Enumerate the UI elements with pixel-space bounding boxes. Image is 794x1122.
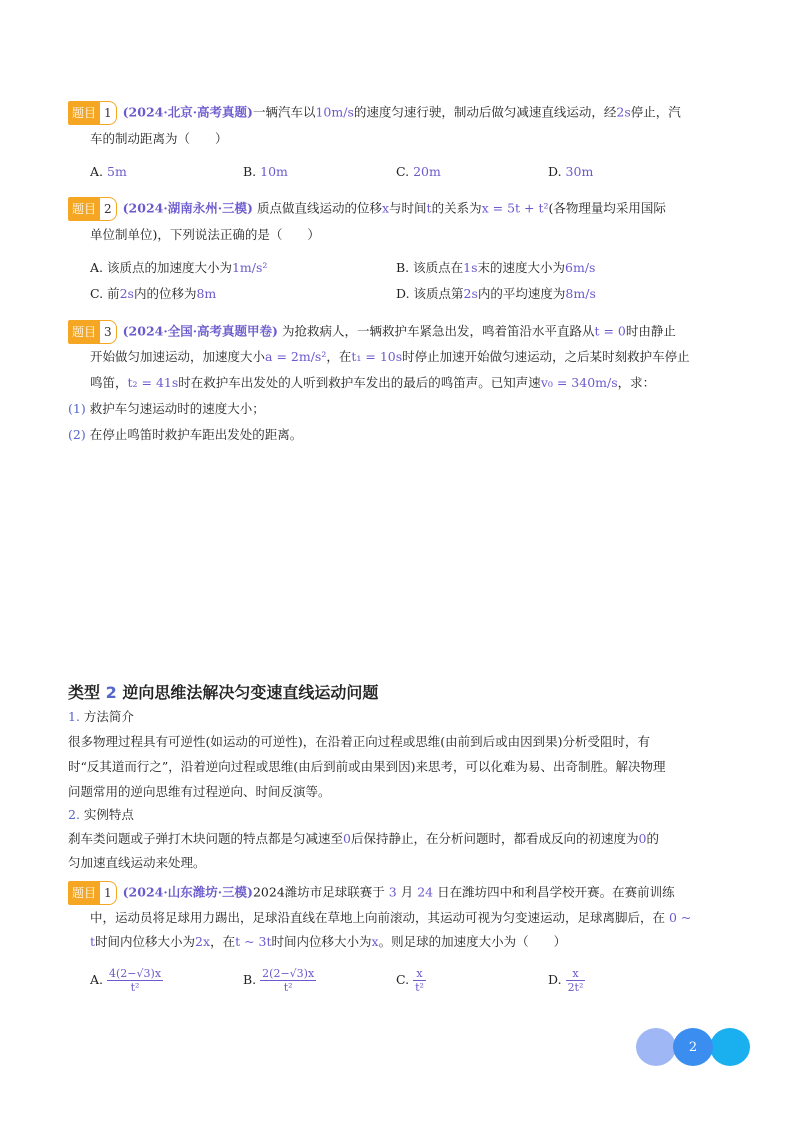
- q4-option-c: [396, 967, 426, 994]
- paragraph-line: 匀加速直线运动来处理。: [68, 855, 206, 870]
- text: (各物理量均采用国际: [548, 200, 666, 216]
- text: 时由静止: [625, 323, 676, 339]
- math: t ~ 3t: [235, 934, 272, 949]
- option-label: A. 该质点的加速度大小为: [90, 260, 232, 275]
- denominator: 2t²: [567, 981, 584, 994]
- text: 日在潍坊四中和利昌学校开赛。在赛前训练: [437, 884, 675, 900]
- question-source: (2024·北京·高考真题): [122, 104, 253, 120]
- text: 时停止加速开始做匀速运动，之后某时刻救护车停止: [402, 349, 690, 364]
- text: 的: [646, 831, 659, 846]
- text: 救护车匀速运动时的速度大小；: [89, 401, 265, 416]
- q3-sub2: [68, 424, 302, 446]
- math: 10m/s: [315, 104, 354, 120]
- text: 刹车类问题或子弹打木块问题的特点都是匀减速至: [68, 831, 344, 846]
- denominator: t²: [130, 981, 140, 994]
- text: ，求：: [617, 375, 656, 390]
- q3-line3: [90, 372, 655, 394]
- text: 一辆汽车以: [252, 104, 316, 120]
- math: v₀ = 340m/s: [540, 375, 618, 390]
- text: 实例特点: [83, 807, 134, 822]
- q1-option-a: [90, 161, 127, 183]
- question-tag: 题目: [68, 197, 100, 221]
- option-label: B. 该质点在: [396, 260, 464, 275]
- q3-sub1: [68, 398, 265, 420]
- text: 潍坊市足球联赛于: [284, 884, 385, 900]
- text: 与时间: [389, 200, 427, 216]
- option-value: 30m: [565, 164, 594, 179]
- option-label: D.: [548, 164, 562, 179]
- q1-line1: [68, 101, 681, 125]
- fraction: [107, 967, 163, 994]
- question-number: 1: [100, 881, 117, 905]
- text: ，在: [326, 349, 352, 364]
- math: x: [381, 200, 390, 216]
- math: x: [371, 934, 379, 949]
- text: 内的位移为: [133, 286, 197, 301]
- option-value: 1m/s²: [231, 260, 268, 275]
- text: 时间内位移大小为: [271, 934, 372, 949]
- q1-option-c: [396, 161, 441, 183]
- option-label: B.: [243, 972, 257, 987]
- denominator: t²: [283, 981, 293, 994]
- text: 类型: [68, 683, 101, 702]
- section-title: [68, 680, 378, 703]
- option-label: C. 前: [90, 286, 120, 301]
- math: 2x: [195, 934, 211, 949]
- q4-line2: [90, 907, 691, 929]
- q3-line2: [90, 346, 690, 368]
- option-label: D.: [548, 972, 562, 987]
- text: 质点做直线运动的位移: [256, 200, 382, 216]
- math: 2s: [119, 286, 134, 301]
- text: 方法简介: [83, 709, 134, 724]
- q4-option-d: [548, 967, 585, 994]
- math: 3: [388, 884, 397, 900]
- math: t: [90, 934, 96, 949]
- q4-option-b: [243, 967, 316, 994]
- question-tag: 题目: [68, 101, 100, 125]
- option-value: 6m/s: [565, 260, 596, 275]
- q4-option-a: [90, 967, 163, 994]
- option-label: C.: [396, 164, 410, 179]
- math: 0: [638, 831, 647, 846]
- text: 2024: [252, 884, 285, 900]
- q1-option-b: [243, 161, 288, 183]
- fraction: [413, 967, 426, 994]
- text: 鸣笛，: [90, 375, 128, 390]
- option-label: A.: [90, 164, 104, 179]
- math: 2s: [463, 286, 478, 301]
- option-label: A.: [90, 972, 104, 987]
- question-number: 2: [100, 197, 117, 221]
- option-value: 20m: [413, 164, 441, 179]
- section-number: 2: [105, 683, 117, 702]
- math: t: [426, 200, 432, 216]
- q2-option-c: [90, 283, 216, 305]
- page-number: 2: [673, 1028, 713, 1066]
- numerator: 2(2−√3)x: [262, 967, 315, 980]
- q4-line3: [90, 931, 566, 953]
- option-label: B.: [243, 164, 257, 179]
- text: 时间内位移大小为: [95, 934, 196, 949]
- page-decoration-left: [636, 1028, 676, 1066]
- question-number: 1: [100, 101, 117, 125]
- numerator: x: [413, 967, 426, 981]
- option-value: 8m/s: [565, 286, 596, 301]
- math: 24: [417, 884, 434, 900]
- text: 后保持静止，在分析问题时，都看成反向的初速度为: [350, 831, 639, 846]
- question-tag: 题目: [68, 881, 100, 905]
- question-source: (2024·湖南永州·三模): [122, 200, 253, 216]
- q2-option-d: [396, 283, 596, 305]
- paragraph-line: 时“反其道而行之”，沿着逆向过程或思维(由后到前或由果到因)来思考，可以化难为易、出奇制胜。解决物理: [68, 759, 666, 774]
- q2-option-b: [396, 257, 595, 279]
- heading-number: 1.: [68, 709, 80, 724]
- text: 中，运动员将足球用力踢出，足球沿直线在草地上向前滚动，其运动可视为匀变速运动，足球离脚后，在: [90, 910, 666, 925]
- text: 为抢救病人，一辆救护车紧急出发，鸣着笛沿水平直路从: [281, 323, 595, 339]
- question-source: (2024·全国·高考真题甲卷): [122, 323, 278, 339]
- math: t₁ = 10s: [351, 349, 403, 364]
- option-value: 8m: [196, 286, 217, 301]
- paragraph-line: 很多物理过程具有可逆性(如运动的可逆性)，在沿着正向过程或思维(由前到后或由因到果)分析受阻时，有: [68, 734, 651, 749]
- fraction: [260, 967, 316, 994]
- math: 0 ~: [669, 910, 692, 925]
- text: 月: [400, 884, 414, 900]
- method-heading: [68, 706, 134, 728]
- question-tag: 题目: [68, 320, 100, 344]
- text: 的关系为: [431, 200, 482, 216]
- sub-number: (1): [68, 401, 86, 416]
- math: 1s: [463, 260, 478, 275]
- text: 逆向思维法解决匀变速直线运动问题: [122, 683, 379, 702]
- text: 停止，汽: [630, 104, 681, 120]
- numerator: x: [566, 967, 586, 981]
- math: 0: [343, 831, 351, 846]
- paragraph-line: 问题常用的逆向思维有过程逆向、时间反演等。: [68, 784, 331, 799]
- q2-option-a: [90, 257, 267, 279]
- q2-line2: 单位制单位)，下列说法正确的是（ ）: [90, 227, 320, 242]
- numerator: 4(2−√3)x: [109, 967, 162, 980]
- q2-line1: [68, 197, 666, 221]
- option-label: C.: [396, 972, 410, 987]
- denominator: t²: [415, 981, 424, 994]
- text: 的速度匀速行驶，制动后做匀减速直线运动，经: [353, 104, 617, 120]
- text: 在停止鸣笛时救护车距出发处的距离。: [89, 427, 303, 442]
- question-source: (2024·山东潍坊·三模): [122, 884, 253, 900]
- math: 2s: [616, 104, 631, 120]
- math: x = 5t + t²: [481, 200, 549, 216]
- q1-option-d: [548, 161, 593, 183]
- sub-number: (2): [68, 427, 86, 442]
- text: 时在救护车出发处的人听到救护车发出的最后的鸣笛声。已知声速: [178, 375, 541, 390]
- option-value: 10m: [260, 164, 288, 179]
- math: t = 0: [594, 323, 626, 339]
- text: 末的速度大小为: [477, 260, 566, 275]
- text: 内的平均速度为: [477, 286, 566, 301]
- math: a = 2m/s²: [265, 349, 327, 364]
- fraction: [566, 967, 586, 994]
- option-value: 5m: [107, 164, 127, 179]
- q3-line1: [68, 320, 676, 344]
- page-decoration-right: [710, 1028, 750, 1066]
- heading-number: 2.: [68, 807, 80, 822]
- q4-line1: [68, 881, 675, 905]
- text: ，在: [210, 934, 236, 949]
- paragraph-line: [68, 828, 659, 850]
- text: 。则足球的加速度大小为（ ）: [378, 934, 567, 949]
- option-label: D. 该质点第: [396, 286, 464, 301]
- math: t₂ = 41s: [127, 375, 179, 390]
- q1-line2: 车的制动距离为（ ）: [90, 131, 228, 146]
- text: 开始做匀加速运动，加速度大小: [90, 349, 266, 364]
- question-number: 3: [100, 320, 117, 344]
- example-heading: [68, 804, 134, 826]
